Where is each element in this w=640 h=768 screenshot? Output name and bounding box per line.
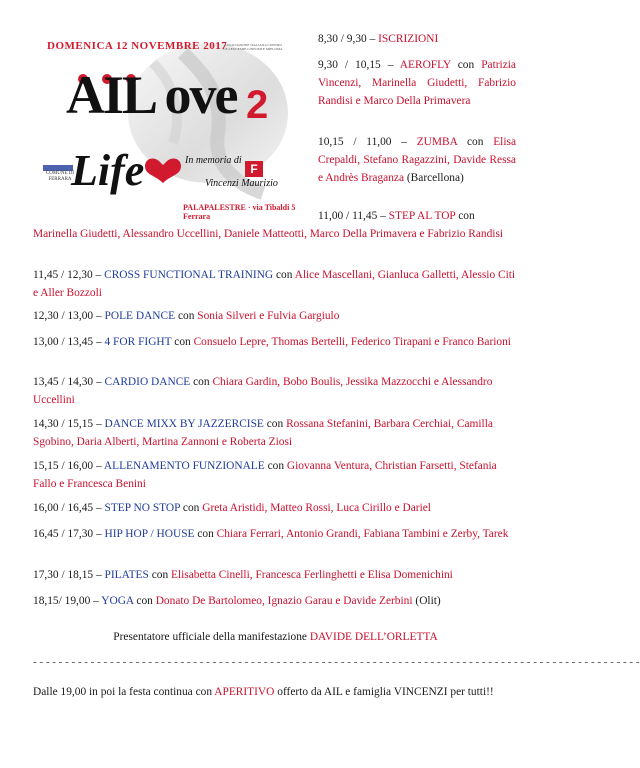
entry-with: con	[193, 376, 210, 388]
entry-names: Elisa Crepaldi, Stefano Ragazzini, Davide Ressa e Andrès Braganza	[318, 136, 516, 184]
entry-names: Chiara Ferrari, Antonio Grandi, Fabiana Tambini e Zerby, Tarek	[216, 528, 509, 540]
poster-memoria: In memoria di	[185, 155, 242, 166]
entry-time: 18,15/ 19,00	[33, 595, 91, 607]
divider: - - - - - - - - - - - - - - - - - - - - - - - - - - - - - - - - - - - - - - - - - - - - - - - - - - - - - - - - - - - - - - - - - - - - - - - - - - - - - - - - - - - - - - - - - - - - - - -	[33, 656, 640, 668]
presenter-line	[33, 631, 518, 643]
poster-venue: PALAPALESTRE · via Tibaldi 5 Ferrara	[183, 203, 296, 221]
entry-time: 12,30 / 13,00	[33, 310, 94, 322]
entry-activity: CROSS FUNCTIONAL TRAINING	[104, 269, 274, 281]
entry-activity: PILATES	[104, 569, 149, 581]
entry-suffix: (Barcellona)	[406, 172, 464, 184]
schedule-entry: 18,15/ 19,00 – YOGA con Donato De Bartolomeo, Ignazio Garau e Davide Zerbini (Olit)	[33, 595, 441, 607]
entry-with: con	[267, 460, 285, 472]
entry-with: con	[457, 59, 475, 71]
entry-time: 8,30 / 9,30	[318, 33, 367, 45]
poster-title-number: 2	[246, 83, 269, 127]
entry-names: Marinella Giudetti, Alessandro Uccellini, Daniele Matteotti, Marco Della Primavera e Fabrizio Randisi	[33, 228, 504, 240]
poster-title: AIL ove	[66, 65, 237, 125]
entry-time: 9,30 / 10,15	[318, 59, 381, 71]
entry-suffix: (Olit)	[415, 595, 441, 607]
schedule-entry: 13,00 / 13,45 – 4 FOR FIGHT con Consuelo Lepre, Thomas Bertelli, Federico Tirapani e Franco Barioni	[33, 336, 511, 348]
schedule-entry: 16,00 / 16,45 – STEP NO STOP con Greta Aristidi, Matteo Rossi, Luca Cirillo e Dariel	[33, 502, 431, 514]
entry-with: con	[151, 569, 169, 581]
entry-activity: STEP AL TOP	[388, 210, 456, 222]
entry-names: Giovanna Ventura, Christian Farsetti, Stefania Fallo e Francesca Benini	[33, 460, 497, 490]
schedule-entry: 13,45 / 14,30 – CARDIO DANCE con Chiara Gardin, Bobo Boulis, Jessika Mazzocchi e Alessandro Uccellini	[33, 376, 493, 406]
entry-activity: POLE DANCE	[104, 310, 176, 322]
entry-activity: YOGA	[101, 595, 134, 607]
entry-names: Greta Aristidi, Matteo Rossi, Luca Cirillo e Dariel	[202, 502, 431, 514]
schedule-entry: 12,30 / 13,00 – POLE DANCE con Sonia Silveri e Fulvia Gargiulo	[33, 310, 340, 322]
entry-time: 14,30 / 15,15	[33, 418, 94, 430]
schedule-entry: 8,30 / 9,30 – ISCRIZIONI	[318, 33, 439, 45]
entry-names: Chiara Gardin, Bobo Boulis, Jessika Mazzocchi e Alessandro Uccellini	[33, 376, 493, 406]
entry-with: con	[275, 269, 293, 281]
closing-after: offerto da AIL e famiglia VINCENZI per tutti!!	[277, 686, 494, 698]
entry-with: con	[467, 136, 484, 148]
entry-with: con	[182, 502, 200, 514]
entry-time: 13,45 / 14,30	[33, 376, 94, 388]
poster-date: DOMENICA 12 NOVEMBRE 2017	[47, 40, 228, 52]
entry-activity: CARDIO DANCE	[104, 376, 191, 388]
presenter-label: Presentatore ufficiale della manifestazione	[113, 631, 307, 643]
entry-names: Patrizia Vincenzi, Marinella Giudetti, Fabrizio Randisi e Marco Della Primavera	[318, 59, 516, 107]
poster-honoree: Vincenzi Maurizio	[205, 178, 278, 189]
entry-time: 11,45 / 12,30	[33, 269, 93, 281]
entry-activity: ZUMBA	[416, 136, 458, 148]
poster-life-word: Life	[71, 146, 145, 195]
schedule-entry: 17,30 / 18,15 – PILATES con Elisabetta Cinelli, Francesca Ferlinghetti e Elisa Domenichini	[33, 569, 453, 581]
entry-names: Donato De Bartolomeo, Ignazio Garau e Davide Zerbini	[155, 595, 413, 607]
entry-activity: ALLENAMENTO FUNZIONALE	[103, 460, 265, 472]
entry-with: con	[197, 528, 214, 540]
entry-time: 11,00 / 11,45	[318, 210, 378, 222]
entry-activity: 4 FOR FIGHT	[104, 336, 172, 348]
entry-activity: ISCRIZIONI	[378, 33, 439, 45]
closing-paragraph	[33, 683, 508, 701]
entry-with: con	[177, 310, 195, 322]
entry-activity: AEROFLY	[399, 59, 451, 71]
schedule-entry: 9,30 / 10,15 – AEROFLY con Patrizia Vincenzi, Marinella Giudetti, Fabrizio Randisi e Marco Della Primavera	[318, 59, 516, 107]
entry-time: 10,15 / 11,00	[318, 136, 392, 148]
poster-organization: ASSOCIAZIONE ITALIANA CONTRO LE LEUCEMIE-LINFOMI E MIELOMA	[223, 43, 283, 51]
entry-with: con	[458, 210, 475, 222]
entry-time: 15,15 / 16,00	[33, 460, 94, 472]
entry-with: con	[136, 595, 153, 607]
closing-highlight: APERITIVO	[214, 686, 275, 698]
entry-names: Alice Mascellani, Gianluca Galletti, Alessio Citi e Aller Bozzoli	[33, 269, 516, 299]
entry-time: 16,45 / 17,30	[33, 528, 94, 540]
entry-with: con	[174, 336, 191, 348]
entry-names: Sonia Silveri e Fulvia Gargiulo	[197, 310, 340, 322]
entry-time: 16,00 / 16,45	[33, 502, 94, 514]
entry-time: 13,00 / 13,45	[33, 336, 94, 348]
closing-before: Dalle 19,00 in poi la festa continua con	[33, 686, 213, 698]
schedule-entry: 16,45 / 17,30 – HIP HOP / HOUSE con Chiara Ferrari, Antonio Grandi, Fabiana Tambini e Zerby, Tarek	[33, 528, 509, 540]
entry-activity: HIP HOP / HOUSE	[104, 528, 195, 540]
svg-text:F: F	[250, 162, 258, 176]
event-poster	[33, 33, 301, 223]
schedule-entry: 10,15 / 11,00 – ZUMBA con Elisa Crepaldi, Stefano Ragazzini, Davide Ressa e Andrès Braganza (Barcellona)	[318, 136, 516, 184]
entry-time: 17,30 / 18,15	[33, 569, 94, 581]
poster-comune: COMUNE DI FERRARA	[45, 171, 75, 182]
entry-names: Consuelo Lepre, Thomas Bertelli, Federico Tirapani e Franco Barioni	[193, 336, 511, 348]
entry-names: Elisabetta Cinelli, Francesca Ferlinghetti e Elisa Domenichini	[171, 569, 453, 581]
schedule-entry: 15,15 / 16,00 – ALLENAMENTO FUNZIONALE con Giovanna Ventura, Christian Farsetti, Stefania Fallo e Francesca Benini	[33, 460, 497, 490]
presenter-name: DAVIDE DELL’ORLETTA	[309, 631, 438, 643]
schedule-entry: 11,45 / 12,30 – CROSS FUNCTIONAL TRAINING con Alice Mascellani, Gianluca Galletti, Alessio Citi e Aller Bozzoli	[33, 269, 516, 299]
entry-activity: STEP NO STOP	[104, 502, 181, 514]
entry-activity: DANCE MIXX BY JAZZERCISE	[104, 418, 264, 430]
entry-names: Rossana Stefanini, Barbara Cerchiai, Camilla Sgobino, Daria Alberti, Martina Zannoni e Roberta Ziosi	[33, 418, 493, 448]
schedule-entry: 14,30 / 15,15 – DANCE MIXX BY JAZZERCISE con Rossana Stefanini, Barbara Cerchiai, Camilla Sgobino, Daria Alberti, Martina Zannoni e Roberta Ziosi	[33, 418, 493, 448]
entry-with: con	[266, 418, 284, 430]
schedule-entry: 11,00 / 11,45 – STEP AL TOP con Marinella Giudetti, Alessandro Uccellini, Daniele Matteotti, Marco Della Primavera e Fabrizio Randisi	[33, 210, 504, 240]
